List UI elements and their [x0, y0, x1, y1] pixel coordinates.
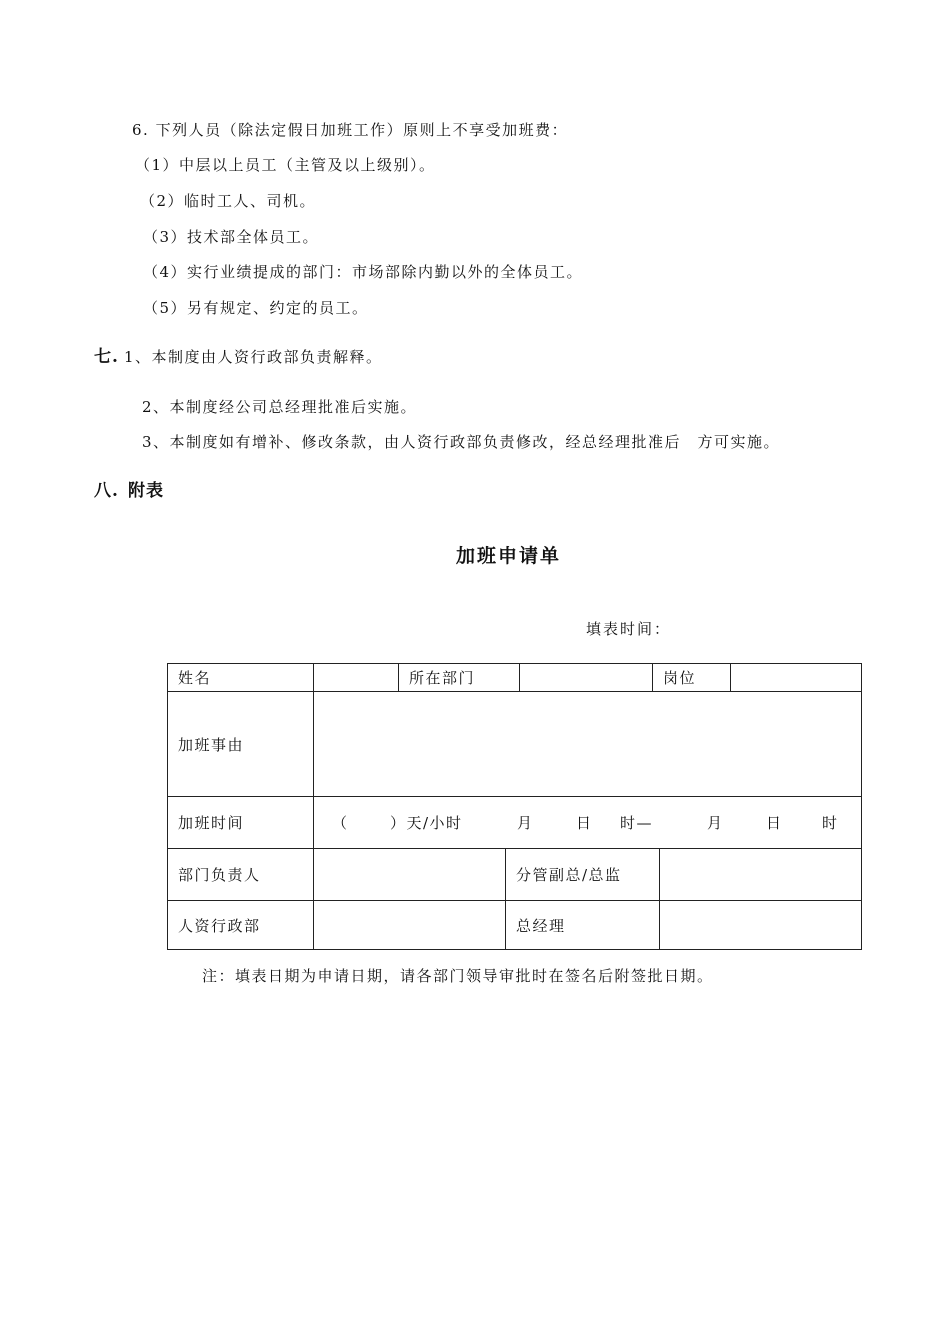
section6-item-4: （4）实行业绩提成的部门：市场部除内勤以外的全体员工。	[143, 263, 584, 281]
reason-label: 加班事由	[167, 691, 314, 797]
time-end-month: 月	[707, 814, 724, 832]
section6-intro: 6. 下列人员（除法定假日加班工作）原则上不享受加班费：	[132, 121, 569, 139]
time-paren-open: （	[332, 814, 349, 832]
hr-label: 人资行政部	[167, 900, 314, 950]
gm-field[interactable]	[659, 900, 862, 950]
time-start-hour: 时—	[620, 814, 654, 832]
dept-head-field[interactable]	[313, 848, 506, 901]
section7-number: 七.	[94, 347, 119, 367]
section7-item-1: 1、本制度由人资行政部负责解释。	[124, 348, 383, 366]
section6-item-3: （3）技术部全体员工。	[143, 228, 320, 246]
dept-label: 所在部门	[398, 663, 520, 692]
dept-head-label: 部门负责人	[167, 848, 314, 901]
section6-item-2: （2）临时工人、司机。	[140, 192, 317, 210]
position-label: 岗位	[652, 663, 731, 692]
hr-field[interactable]	[313, 900, 506, 950]
gm-label: 总经理	[505, 900, 660, 950]
time-end-hour: 时	[822, 814, 839, 832]
fill-time-label: 填表时间：	[586, 620, 672, 638]
time-start-month: 月	[517, 814, 534, 832]
position-field[interactable]	[730, 663, 862, 692]
time-label: 加班时间	[167, 796, 314, 849]
section8-title: 附表	[128, 481, 164, 501]
reason-field[interactable]	[313, 691, 862, 797]
vp-field[interactable]	[659, 848, 862, 901]
name-label: 姓名	[167, 663, 314, 692]
section6-item-5: （5）另有规定、约定的员工。	[143, 299, 369, 317]
time-field[interactable]	[313, 796, 862, 849]
dept-field[interactable]	[519, 663, 653, 692]
form-title: 加班申请单	[456, 545, 562, 567]
section6-item-1: （1）中层以上员工（主管及以上级别）。	[135, 156, 436, 174]
vp-label: 分管副总/总监	[505, 848, 660, 901]
time-end-day: 日	[766, 814, 783, 832]
form-note: 注：填表日期为申请日期，请各部门领导审批时在签名后附签批日期。	[202, 967, 714, 985]
section7-item-2: 2、本制度经公司总经理批准后实施。	[142, 398, 418, 416]
time-unit: ）天/小时	[390, 814, 463, 832]
time-start-day: 日	[576, 814, 593, 832]
name-field[interactable]	[313, 663, 399, 692]
section7-item-3: 3、本制度如有增补、修改条款，由人资行政部负责修改，经总经理批准后 方可实施。	[142, 433, 781, 451]
section8-number: 八.	[94, 481, 119, 501]
